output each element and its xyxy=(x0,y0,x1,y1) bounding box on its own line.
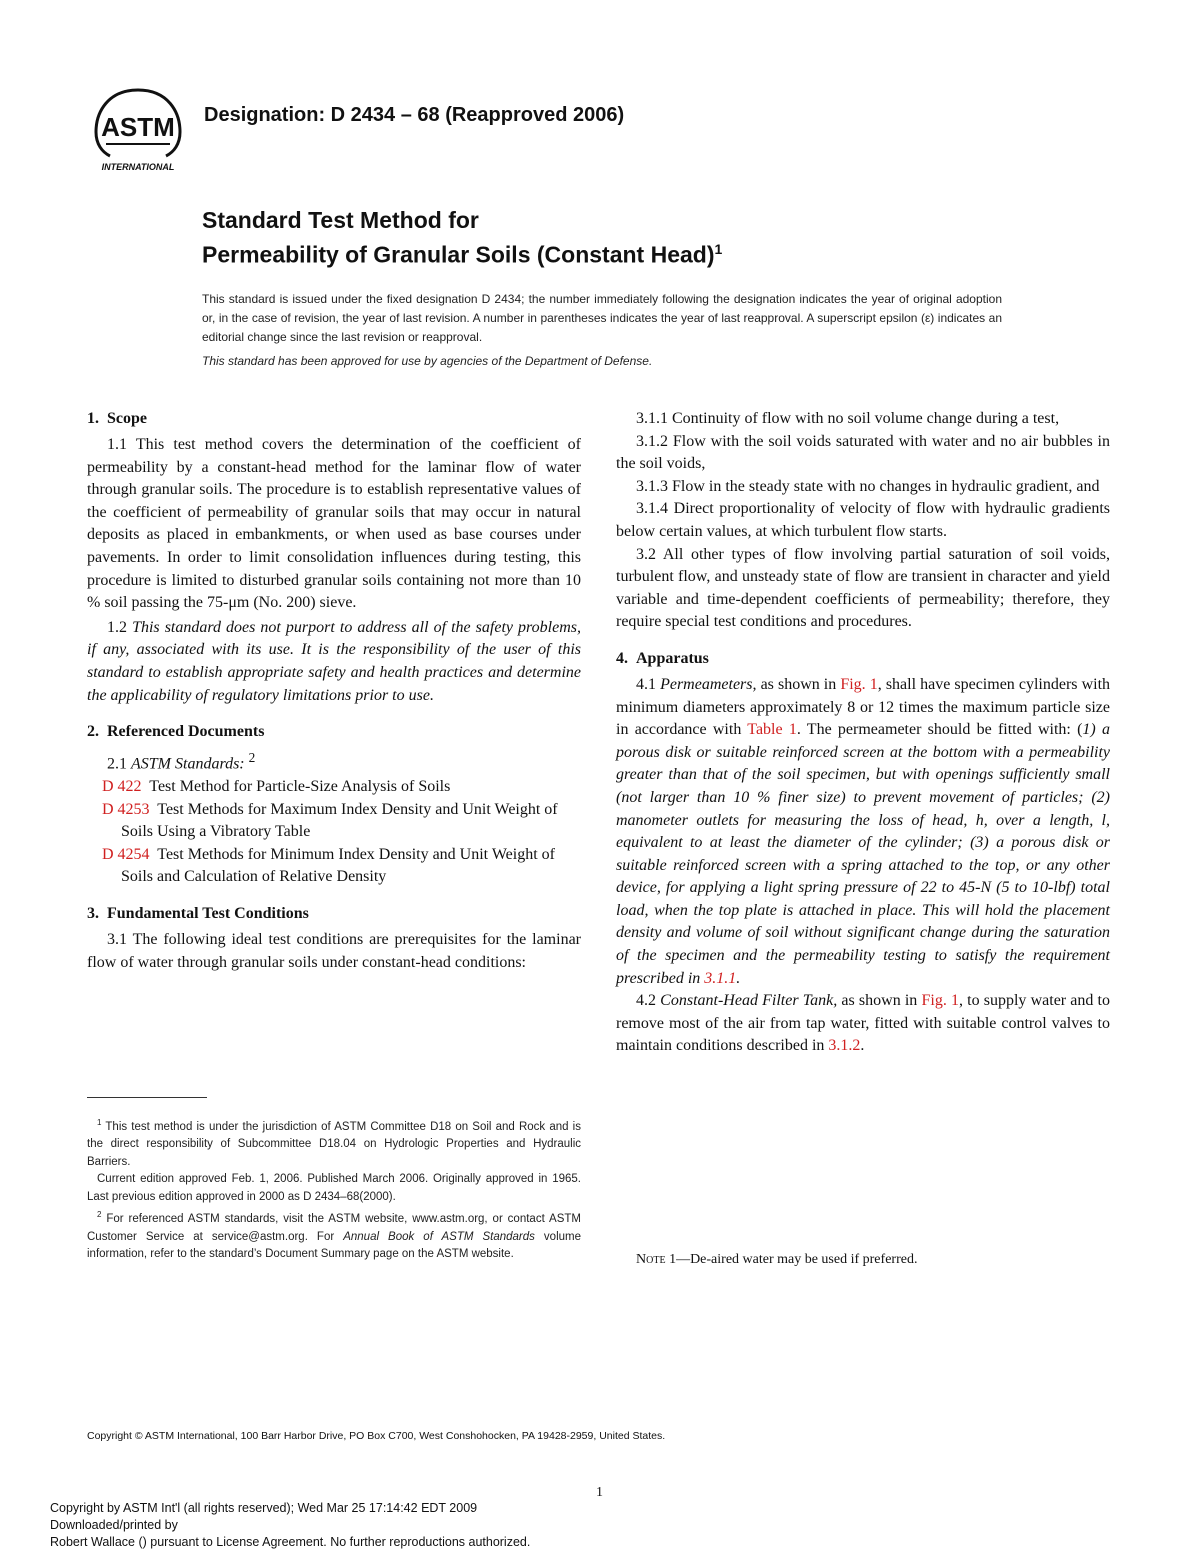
title-footnote-ref: 1 xyxy=(714,241,723,257)
ref-link-d4254[interactable]: D 4254 xyxy=(102,845,150,863)
ref-d4254: D 4254 Test Methods for Minimum Index Density and Unit Weight of Soils and Calculation of Relative Density xyxy=(102,845,555,886)
para-3-1-4: 3.1.4 Direct proportionality of velocity of flow with hydraulic gradients below certain values, at which turbulent flow starts. xyxy=(616,500,1110,540)
download-line-1: Copyright by ASTM Int'l (all rights reserved); Wed Mar 25 17:14:42 EDT 2009 xyxy=(50,1501,478,1515)
section-refdocs-heading: 2. Referenced Documents xyxy=(87,723,265,741)
ref-3-1-2-link[interactable]: 3.1.2 xyxy=(828,1037,861,1055)
ref-d422: D 422 Test Method for Particle-Size Analysis of Soils xyxy=(102,778,451,796)
footnote-1b: Current edition approved Feb. 1, 2006. Published March 2006. Originally approved in 1965. Last previous edition approved in 2000 as D 2434–68(2000). xyxy=(87,1173,581,1203)
download-line-2: Downloaded/printed by xyxy=(50,1518,178,1532)
para-1-2: 1.2 This standard does not purport to address all of the safety problems, if any, associated with its use. It is the responsibility of the user of this standard to establish appropriate safety and health practices and determine the applicability of regulatory limitations prior to use. xyxy=(87,618,582,704)
logo-international: INTERNATIONAL xyxy=(101,162,175,172)
dod-approval-note: This standard has been approved for use by agencies of the Department of Defense. xyxy=(202,354,653,368)
section-fundamental-heading: 3. Fundamental Test Conditions xyxy=(87,905,309,923)
title-line-2: Permeability of Granular Soils (Constant Head)$^1$ xyxy=(202,241,723,268)
para-3-2: 3.2 All other types of flow involving partial saturation of soil voids, turbulent flow, and unsteady state of flow are transient in character and yield variable and time-dependent coefficients of permeability; therefore, they require special test conditions and procedures. xyxy=(616,545,1110,631)
para-1-1: 1.1 This test method covers the determination of the coefficient of permeability by a constant-head method for the laminar flow of water through granular soils. The procedure is to establish representative values of the coefficient of permeability of granular soils that may occur in natural deposits as placed in embankments, or when used as base courses under pavements. In order to limit consolidation influences during testing, this procedure is limited to disturbed granular soils containing not more than 10 % soil passing the 75-μm (No. 200) sieve. xyxy=(87,436,581,612)
para-3-1-3: 3.1.3 Flow in the steady state with no changes in hydraulic gradient, and xyxy=(636,477,1100,495)
download-notice xyxy=(50,1500,530,1551)
para-3-1-2: 3.1.2 Flow with the soil voids saturated with water and no air bubbles in the soil voids, xyxy=(616,432,1110,473)
footnote-1: $^1$ This test method is under the jurisdiction of ASTM Committee D18 on Soil and Rock and is the direct responsibility of Subcommittee D18.04 on Hydrologic Properties and Hydraulic Barriers. xyxy=(87,1118,581,1168)
fig1-link[interactable]: Fig. 1 xyxy=(840,675,878,693)
ref-3-1-1-link[interactable]: 3.1.1 xyxy=(704,969,737,987)
para-3-1-1: 3.1.1 Continuity of flow with no soil volume change during a test, xyxy=(636,410,1060,427)
left-column xyxy=(87,408,581,974)
section-apparatus-heading: 4. Apparatus xyxy=(616,649,709,667)
title-line-1: Standard Test Method for xyxy=(202,207,479,233)
footnote-2: $^2$ For referenced ASTM standards, visit the ASTM website, www.astm.org, or contact ASTM Customer Service at service@astm.org. For Annual Book of ASTM Standards volume information, refer to the standard’s Document Summary page on the ASTM website. xyxy=(87,1210,581,1261)
note-1: Note 1—De-aired water may be used if preferred. xyxy=(636,1252,918,1267)
para-4-1: 4.1 Permeameters, as shown in Fig. 1, shall have specimen cylinders with minimum diameters approximately 8 or 12 times the maximum particle size in accordance with Table 1. The permeameter should be fitted with: (1) a porous disk or suitable reinforced screen at the bottom with a permeability greater than that of the soil specimen, but with openings sufficiently small (not larger than 10 % finer size) to prevent movement of particles; (2) manometer outlets for measuring the loss of head, h, over a length, l, equivalent to at least the diameter of the cylinder; (3) a porous disk or suitable reinforced screen with a spring attached to the top, or any other device, for applying a light spring pressure of 22 to 45-N (5 to 10-lbf) total load, when the top plate is attached in place. This will hold the placement density and volume of soil without significant change during the saturation of the specimen and the permeability testing to satisfy the requirement prescribed in 3.1.1. xyxy=(616,675,1111,987)
right-column xyxy=(616,408,1110,1058)
para-4-2: 4.2 Constant-Head Filter Tank, as shown in Fig. 1, to supply water and to remove most of the air from tap water, fitted with suitable control valves to maintain conditions described in 3.1.2. xyxy=(616,992,1111,1055)
issued-note: This standard is issued under the fixed designation D 2434; the number immediately following the designation indicates the year of original adoption or, in the case of revision, the year of last revision. A number in parentheses indicates the year of last reapproval. A superscript epsilon (ε) indicates an editorial change since the last revision or reapproval. xyxy=(202,292,1002,344)
copyright-line: Copyright © ASTM International, 100 Barr Harbor Drive, PO Box C700, West Conshohocken, PA 19428-2959, United States. xyxy=(87,1430,666,1442)
table1-link[interactable]: Table 1 xyxy=(747,721,797,739)
ref-d4253: D 4253 Test Methods for Maximum Index Density and Unit Weight of Soils Using a Vibratory Table xyxy=(102,800,558,841)
document-title xyxy=(202,206,722,270)
download-line-3: Robert Wallace () pursuant to License Agreement. No further reproductions authorized. xyxy=(50,1535,531,1549)
logo-letters: ASTM xyxy=(101,112,175,142)
ref-link-d422[interactable]: D 422 xyxy=(102,778,142,796)
fig1-link-2[interactable]: Fig. 1 xyxy=(921,992,959,1010)
footnote-rule xyxy=(87,1097,207,1098)
designation: Designation: D 2434 – 68 (Reapproved 2006) xyxy=(204,104,625,126)
ref-link-d4253[interactable]: D 4253 xyxy=(102,800,150,818)
para-3-1: 3.1 The following ideal test conditions are prerequisites for the laminar flow of water through granular soils under constant-head conditions: xyxy=(87,931,581,971)
footnotes xyxy=(87,1114,581,1264)
section-scope-heading: 1. Scope xyxy=(87,410,147,427)
page-number: 1 xyxy=(596,1485,603,1500)
astm-logo xyxy=(88,84,188,176)
para-2-1: 2.1 ASTM Standards: $^2$ xyxy=(107,750,256,773)
